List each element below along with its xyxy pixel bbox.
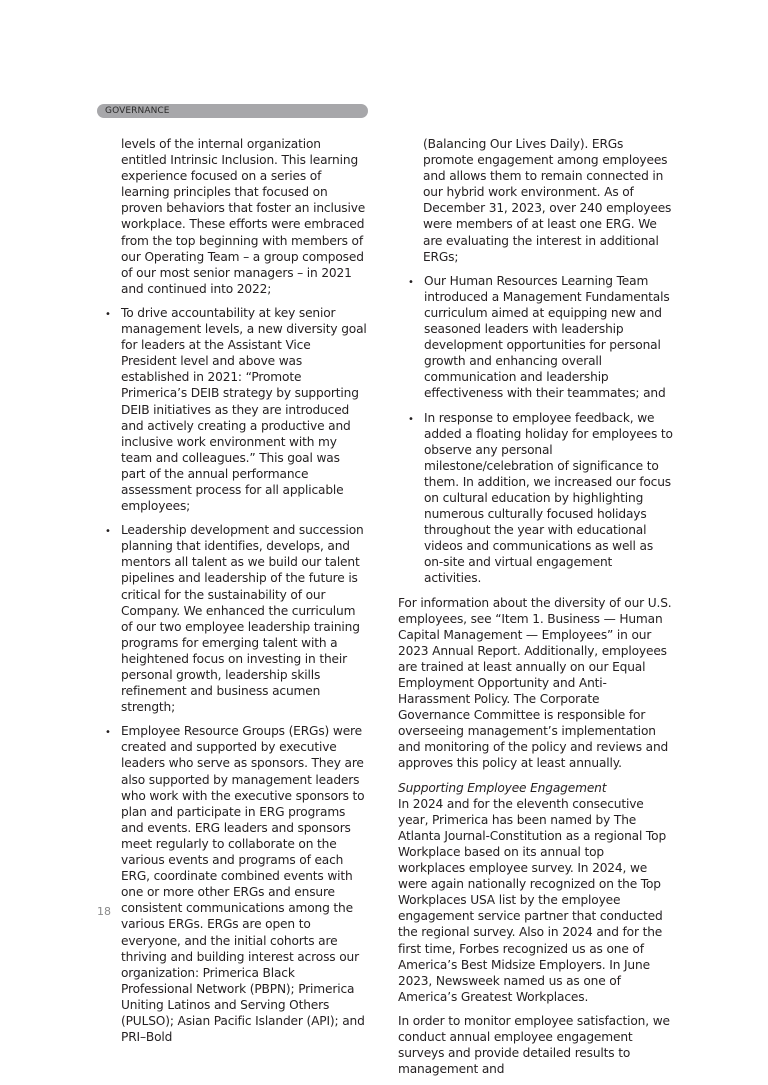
section-label: GOVERNANCE xyxy=(105,106,170,116)
engagement-paragraph: In 2024 and for the eleventh consecutive year, Primerica has been named by The Atlanta Journal-Constitution as a regional Top Workplace based on its annual top workplaces employee survey. In 2024, we were again nationally recognized on the Top Workplaces USA list by the employee engagement service partner that conducted the regional survey. Also in 2024 and for the first time, Forbes recognized us as one of America’s Best Midsize Employers. In June 2023, Newsweek named us as one of America’s Greatest Workplaces. xyxy=(398,796,667,1004)
bullet-item xyxy=(408,410,673,587)
section-header-bar xyxy=(97,104,368,118)
bullet-text: Leadership development and succession planning that identifies, develops, and mentors all talent as we build our talent pipelines and leadership of the future is critical for the sustainability of our Company. We enhanced the curriculum of our two employee leadership training programs for emerging talent with a heightened focus on investing in their personal growth, leadership skills refinement and business acumen strength; xyxy=(121,523,364,715)
left-column xyxy=(105,136,367,1053)
continuation-paragraph: levels of the internal organization entitled Intrinsic Inclusion. This learning experience focused on a series of learning principles that focused on proven behaviors that foster an inclusive workplace. These efforts were embraced from the top beginning with members of our Operating Team – a group composed of our most senior managers – in 2021 and continued into 2022; xyxy=(121,137,366,296)
diversity-paragraph: For information about the diversity of our U.S. employees, see “Item 1. Business — Human Capital Management — Employees” in our 2023 Annual Report. Additionally, employees are trained at least annually on our Equal Employment Opportunity and Anti-Harassment Policy. The Corporate Governance Committee is responsible for overseeing management’s implementation and monitoring of the policy and reviews and approves this policy at least annually. xyxy=(398,595,672,771)
bullet-text: Our Human Resources Learning Team introduced a Management Fundamentals curriculum aimed at equipping new and seasoned leaders with leadership development opportunities for personal growth and enhancing overall communication and leadership effectiveness with their teammates; and xyxy=(424,273,670,401)
bullet-text: To drive accountability at key senior management levels, a new diversity goal for leaders at the Assistant Vice President level and above was established in 2021: “Promote Primerica’s DEIB strategy by supporting DEIB initiatives as they are introduced and actively creating a productive and inclusive work environment with my team and colleagues.” This goal was part of the annual performance assessment process for all applicable employees; xyxy=(121,305,367,514)
bullet-item xyxy=(105,723,367,1045)
surveys-paragraph: In order to monitor employee satisfaction, we conduct annual employee engagement surveys and provide detailed results to management and xyxy=(398,1013,670,1077)
bullet-icon xyxy=(105,305,115,323)
right-column xyxy=(398,136,673,1085)
page-number: 18 xyxy=(97,905,111,918)
bullet-icon xyxy=(105,723,115,741)
subheading: Supporting Employee Engagement xyxy=(398,780,607,795)
bullet-item xyxy=(105,305,367,514)
bullet-icon xyxy=(105,522,115,540)
bullet-item xyxy=(105,522,367,715)
bullet-text: Employee Resource Groups (ERGs) were created and supported by executive leaders who serve as sponsors. They are also supported by management leaders who work with the executive sponsors to plan and participate in ERG programs and events. ERG leaders and sponsors meet regularly to collaborate on the various events and programs of each ERG, coordinate combined events with one or more other ERGs and ensure consistent communications among the various ERGs. ERGs are open to everyone, and the initial cohorts are thriving and building interest across our organization: Primerica Black Professional Network (PBPN); Primerica Uniting Latinos and Serving Others (PULSO); Asian Pacific Islander (API); and PRI–Bold xyxy=(121,724,365,1045)
continuation-paragraph: (Balancing Our Lives Daily). ERGs promote engagement among employees and allows them to remain connected in our hybrid work environment. As of December 31, 2023, over 240 employees were members of at least one ERG. We are evaluating the interest in additional ERGs; xyxy=(423,137,672,264)
bullet-icon xyxy=(408,410,418,428)
bullet-item xyxy=(408,273,673,402)
bullet-text: In response to employee feedback, we added a floating holiday for employees to observe any personal milestone/celebration of significance to them. In addition, we increased our focus on cultural education by highlighting numerous culturally focused holidays throughout the year with educational videos and communications as well as on-site and virtual engagement activities. xyxy=(424,410,673,586)
bullet-icon xyxy=(408,273,418,291)
